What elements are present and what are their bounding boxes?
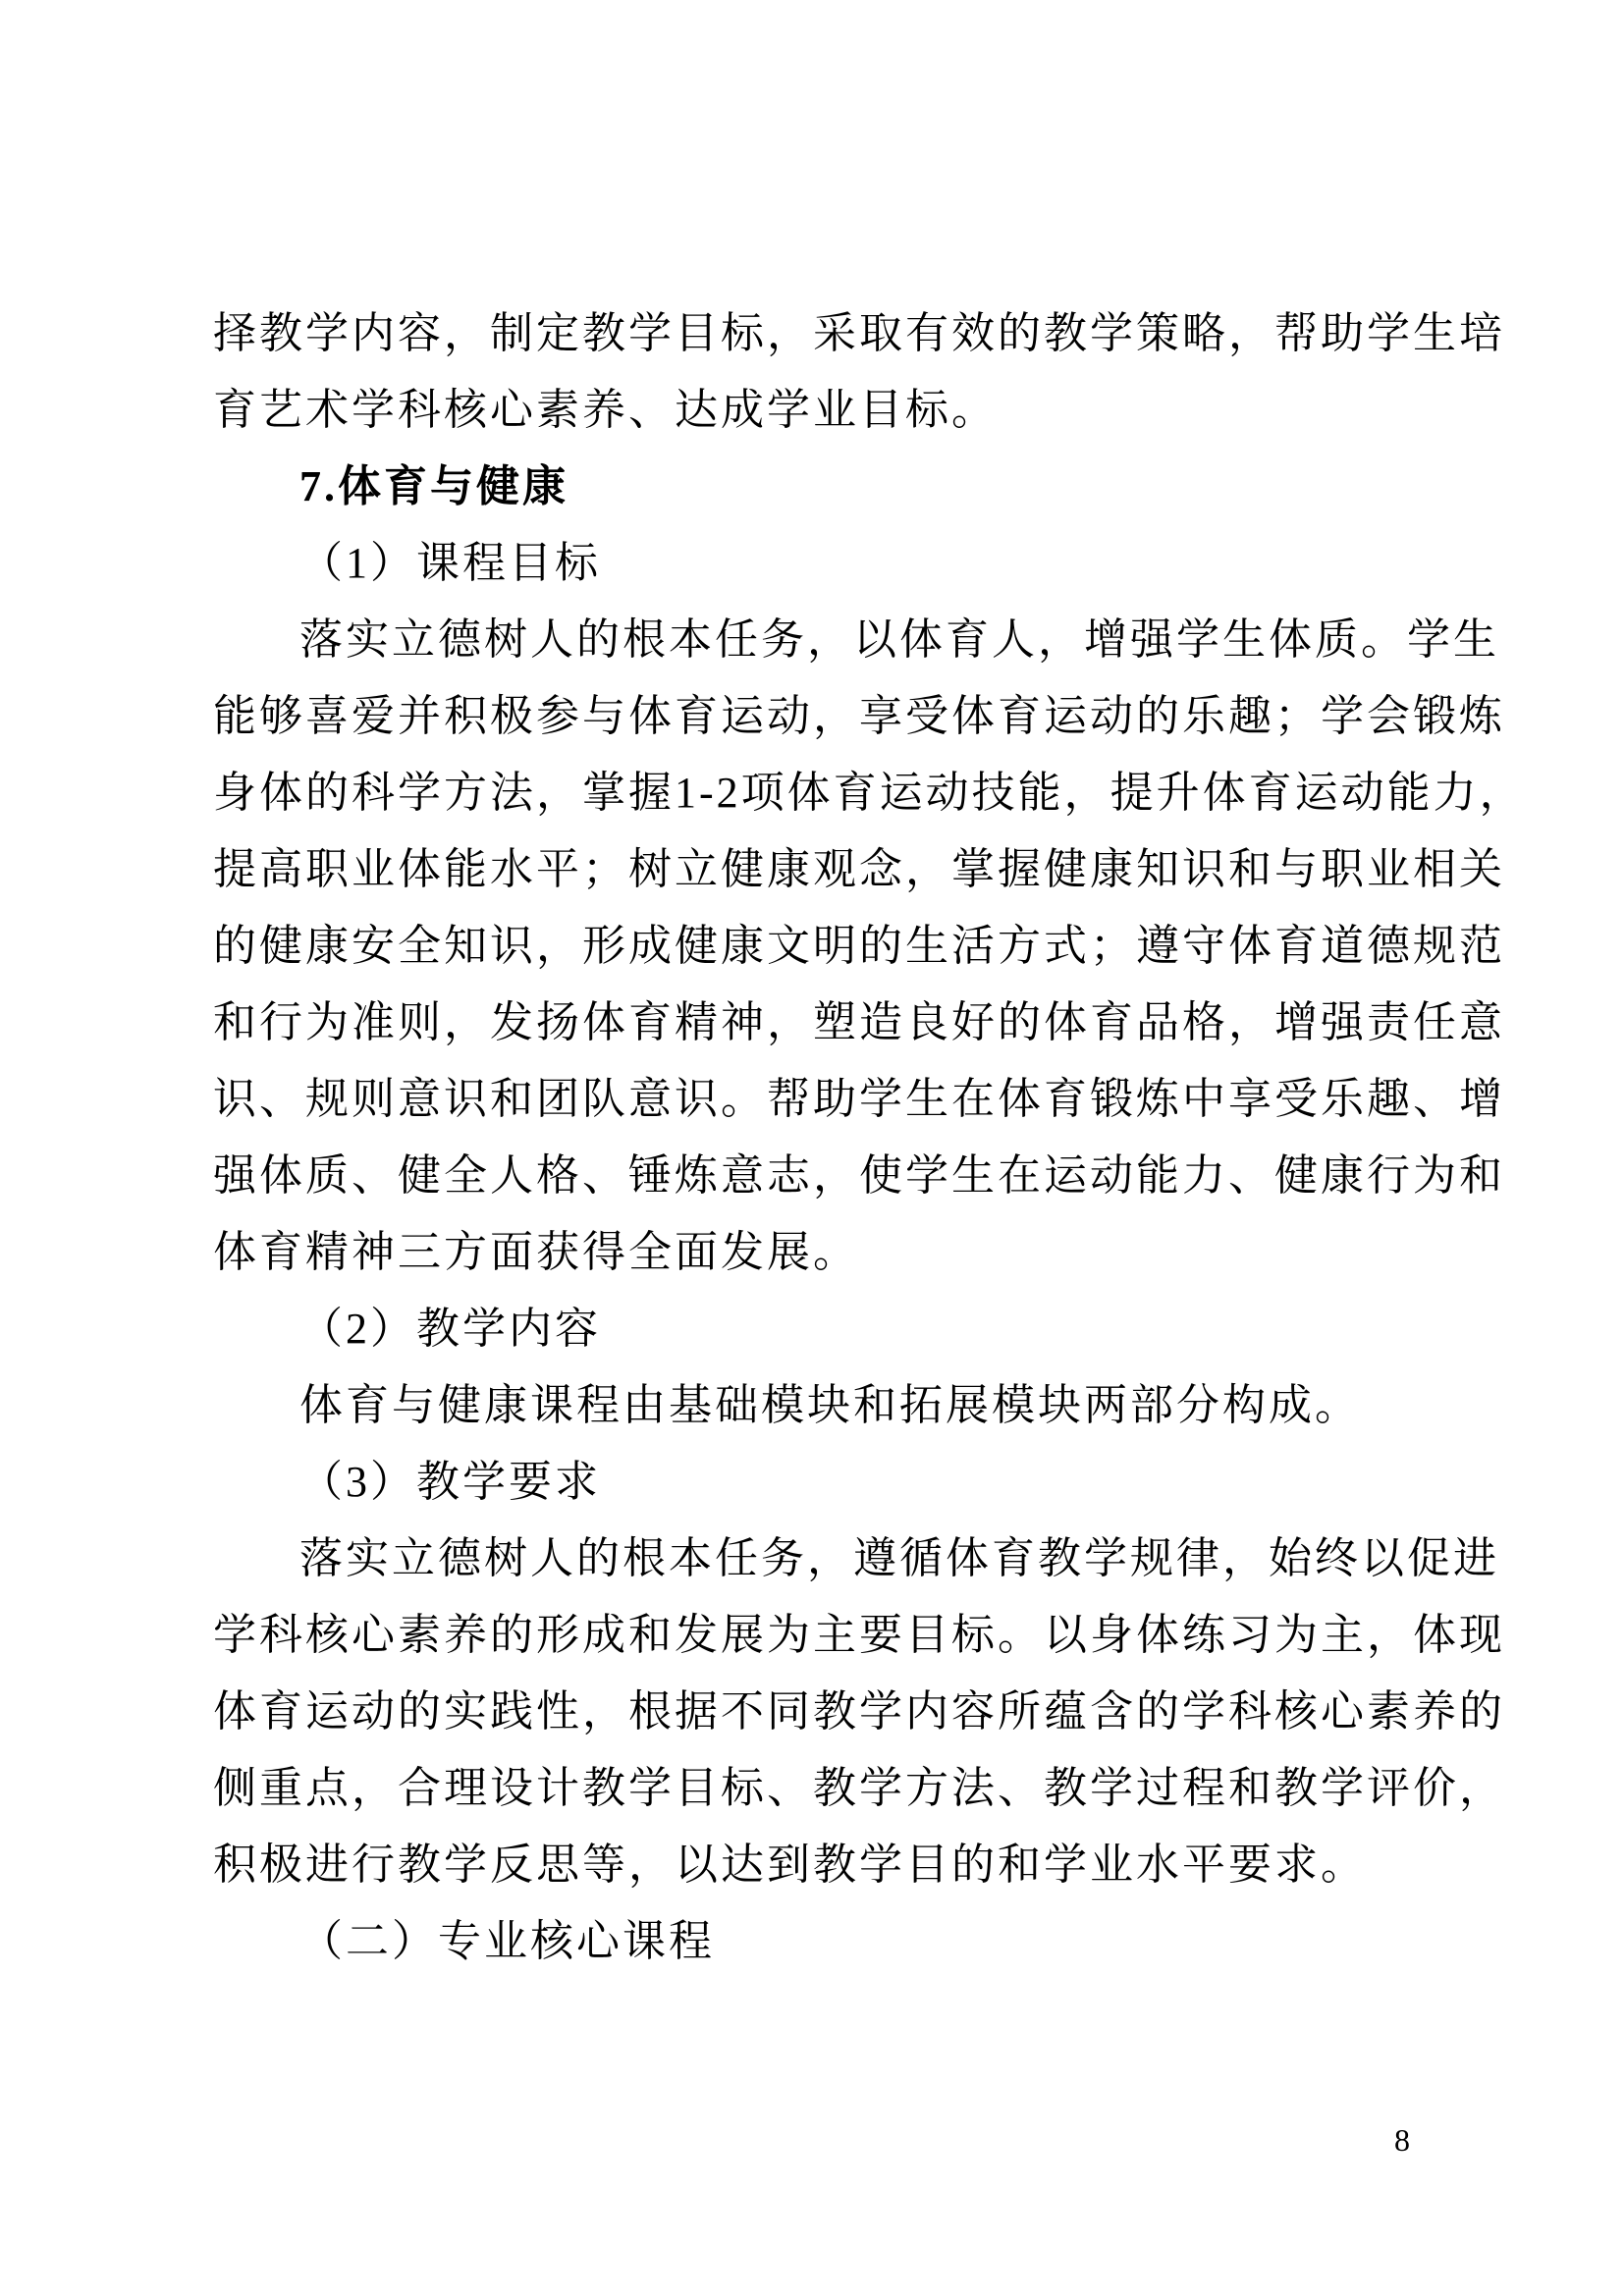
text-line: 学科核心素养的形成和发展为主要目标。以身体练习为主，体现 bbox=[213, 1611, 1505, 1659]
text-line: 体育运动的实践性，根据不同教学内容所蕴含的学科核心素养的 bbox=[213, 1687, 1505, 1735]
text-line: 强体质、健全人格、锤炼意志，使学生在运动能力、健康行为和 bbox=[213, 1151, 1505, 1200]
text-line: 能够喜爱并积极参与体育运动，享受体育运动的乐趣；学会锻炼 bbox=[213, 692, 1505, 740]
paragraph-first-line: 落实立德树人的根本任务，遵循体育教学规律，始终以促进 bbox=[299, 1534, 1499, 1582]
paragraph-first-line: 落实立德树人的根本任务，以体育人，增强学生体质。学生 bbox=[299, 615, 1499, 664]
subsection-heading: （二）专业核心课程 bbox=[299, 1917, 715, 1965]
text-line: 择教学内容，制定教学目标，采取有效的教学策略，帮助学生培 bbox=[213, 309, 1505, 357]
page-number: 8 bbox=[1394, 2122, 1410, 2158]
section-heading: 7.体育与健康 bbox=[299, 462, 568, 510]
text-line: 体育精神三方面获得全面发展。 bbox=[213, 1228, 859, 1276]
text-line: 和行为准则，发扬体育精神，塑造良好的体育品格，增强责任意 bbox=[213, 998, 1505, 1046]
text-block bbox=[213, 295, 1526, 1980]
text-line: 育艺术学科核心素养、达成学业目标。 bbox=[213, 386, 998, 434]
text-line: 身体的科学方法，掌握1-2项体育运动技能，提升体育运动能力， bbox=[213, 769, 1526, 817]
text-line: 侧重点，合理设计教学目标、教学方法、教学过程和教学评价， bbox=[213, 1764, 1505, 1812]
text-line: 的健康安全知识，形成健康文明的生活方式；遵守体育道德规范 bbox=[213, 922, 1505, 970]
text-line: 提高职业体能水平；树立健康观念，掌握健康知识和与职业相关 bbox=[213, 845, 1505, 893]
paragraph-first-line: 体育与健康课程由基础模块和拓展模块两部分构成。 bbox=[299, 1381, 1361, 1429]
text-line: 识、规则意识和团队意识。帮助学生在体育锻炼中享受乐趣、增 bbox=[213, 1075, 1505, 1123]
subsection-heading: （1）课程目标 bbox=[299, 539, 601, 587]
subsection-heading: （3）教学要求 bbox=[299, 1458, 601, 1506]
subsection-heading: （2）教学内容 bbox=[299, 1305, 601, 1353]
text-line: 积极进行教学反思等，以达到教学目的和学业水平要求。 bbox=[213, 1841, 1367, 1889]
